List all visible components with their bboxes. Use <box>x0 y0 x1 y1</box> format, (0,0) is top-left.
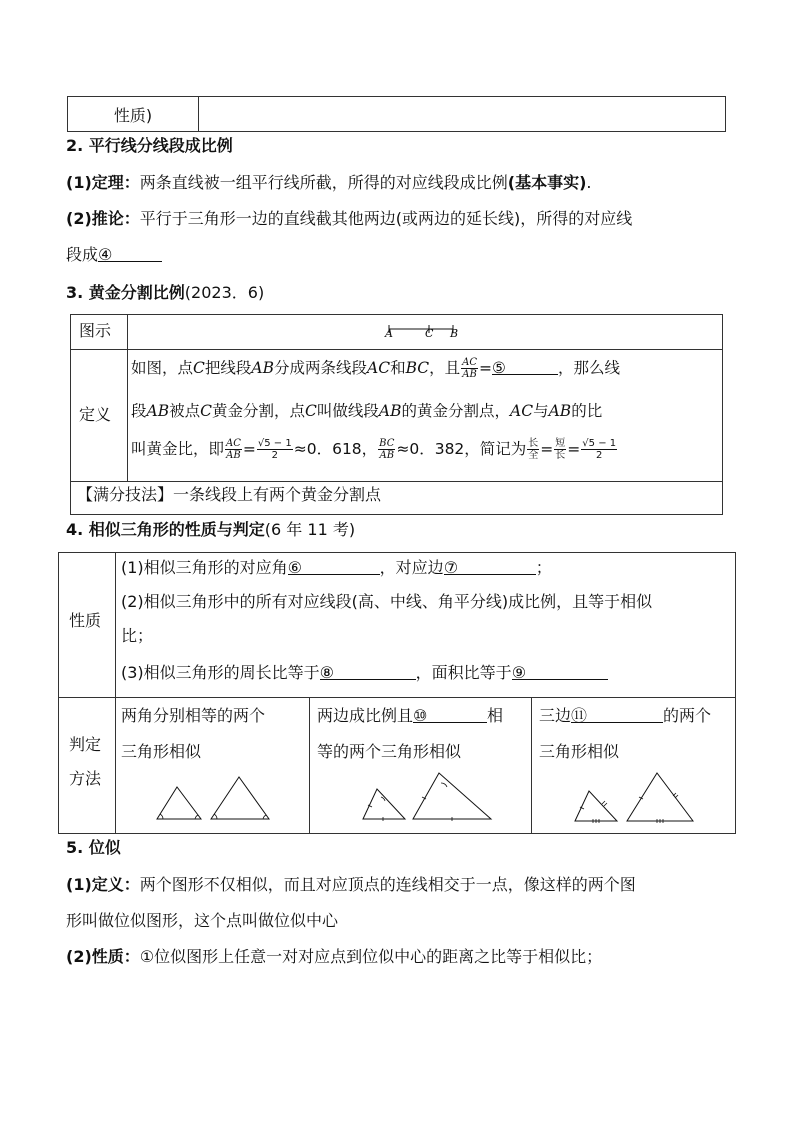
homothety-property-text-1: ①位似图形上任意一对对应点到位似中心的距离之比等于相似比； <box>139 947 603 966</box>
section-4-heading <box>66 518 355 542</box>
top-table-label: 性质) <box>113 105 153 125</box>
blank-11[interactable]: ⑪ <box>571 704 663 723</box>
judge-label-1: 判定 <box>69 735 102 754</box>
homothety-definition-text-2: 形叫做位似图形，这个点叫做位似中心 <box>66 911 339 930</box>
point-c-label: C <box>425 327 434 340</box>
property-2-line-1: (2)相似三角形中的所有对应线段(高、中线、角平分线)成比例，且等于相似 <box>121 592 653 611</box>
top-table <box>67 96 726 132</box>
m2-triangle-small <box>363 789 405 819</box>
section-3-heading-text: 3. 黄金分割比例 <box>66 283 185 302</box>
method-1-triangles <box>149 771 279 823</box>
section-4-heading-text: 4. 相似三角形的性质与判定 <box>66 520 265 539</box>
homothety-definition-label: (1)定义： <box>66 875 140 894</box>
similar-triangle-table <box>58 552 736 834</box>
theorem-end: . <box>586 173 592 192</box>
method-3-line-1: 三边⑪ 的两个 <box>539 706 712 725</box>
theorem-line <box>66 171 592 195</box>
section-5-heading <box>66 836 121 860</box>
definition-line-3: 叫黄金比，即 $\frac{AC}{AB}$ = $\frac{√5 - 1}{2}$ ≈0．618， $\frac{BC}{AB}$ ≈0．382，简记为 $\frac{\text{长}}{\text{全}}$ = $\frac{\text{短}}{\text{长}}$ = $\frac{√5 - 1}{2}$ <box>131 438 617 461</box>
method-3-line-2: 三角形相似 <box>539 742 620 761</box>
homothety-definition-line-2 <box>66 909 338 933</box>
theorem-label: (1)定理： <box>66 173 140 192</box>
method-1-line-1: 两角分别相等的两个 <box>121 706 266 725</box>
point-b-label: B <box>450 327 459 340</box>
corollary-line-2 <box>66 243 162 267</box>
judge-label-2: 方法 <box>69 769 102 788</box>
method-2-triangles <box>355 771 505 823</box>
property-label: 性质 <box>69 611 102 630</box>
m1-triangle-small <box>157 787 201 819</box>
m3-triangle-large <box>627 773 693 821</box>
top-table-label-cell <box>68 97 199 132</box>
corollary-label: (2)推论： <box>66 209 140 228</box>
homothety-property-label: (2)性质： <box>66 947 140 966</box>
corollary-text-1: 平行于三角形一边的直线截其他两边(或两边的延长线)，所得的对应线 <box>139 209 633 228</box>
section-2-heading-text: 2. 平行线分线段成比例 <box>66 136 233 155</box>
section-2-heading <box>66 134 233 158</box>
corollary-text-2: 段成 <box>66 245 99 264</box>
blank-4-marker: ④ <box>98 245 113 264</box>
blank-10[interactable]: ⑩ <box>413 704 487 723</box>
blank-9[interactable]: ⑨ <box>512 661 608 680</box>
blank-8[interactable]: ⑧ <box>320 661 416 680</box>
theorem-text: 两条直线被一组平行线所截，所得的对应线段成比例 <box>139 173 508 192</box>
top-table-content-cell <box>199 97 726 132</box>
definition-line-1: 如图，点C把线段AB分成两条线段AC和BC，且 $\frac{AC}{AB}$ =⑤ ，那么线 <box>131 357 621 380</box>
property-3: (3)相似三角形的周长比等于⑧ ，面积比等于⑨ <box>121 661 608 685</box>
method-3-triangles <box>571 769 701 825</box>
diagram-label: 图示 <box>79 321 112 340</box>
homothety-definition-text-1: 两个图形不仅相似，而且对应顶点的连线相交于一点，像这样的两个图 <box>139 875 636 894</box>
blank-5[interactable]: ⑤ <box>492 356 558 375</box>
section-5-heading-text: 5. 位似 <box>66 838 121 857</box>
blank-7[interactable]: ⑦ <box>444 556 536 575</box>
method-2-line-2: 等的两个三角形相似 <box>317 742 462 761</box>
definition-line-2: 段AB被点C黄金分割，点C叫做线段AB的黄金分割点，AC与AB的比 <box>131 402 603 420</box>
golden-tip: 【满分技法】一条线段上有两个黄金分割点 <box>77 485 382 504</box>
property-2-line-2: 比； <box>121 626 154 645</box>
corollary-line-1 <box>66 207 632 231</box>
m1-triangle-large <box>211 777 269 819</box>
theorem-tag: (基本事实) <box>507 173 587 192</box>
property-1: (1)相似三角形的对应角⑥ ，对应边⑦ ； <box>121 558 552 577</box>
definition-label: 定义 <box>79 405 112 424</box>
m3-triangle-small <box>575 791 617 821</box>
blank-4[interactable] <box>98 243 162 262</box>
section-4-count: (6 年 11 考) <box>264 520 356 539</box>
section-3-year: (2023．6) <box>184 283 265 302</box>
golden-table <box>70 314 723 515</box>
section-3-heading <box>66 281 264 305</box>
golden-segment-diagram <box>381 317 461 347</box>
method-1-line-2: 三角形相似 <box>121 742 202 761</box>
m2-triangle-large <box>413 773 491 819</box>
point-a-label: A <box>385 327 393 340</box>
homothety-definition-line-1 <box>66 873 636 897</box>
method-2-line-1: 两边成比例且⑩ 相 <box>317 706 504 725</box>
fraction-ac-ab: $\frac{AC}{AB}$ <box>462 357 478 380</box>
blank-6[interactable]: ⑥ <box>288 556 380 575</box>
homothety-property-line-1 <box>66 945 602 969</box>
